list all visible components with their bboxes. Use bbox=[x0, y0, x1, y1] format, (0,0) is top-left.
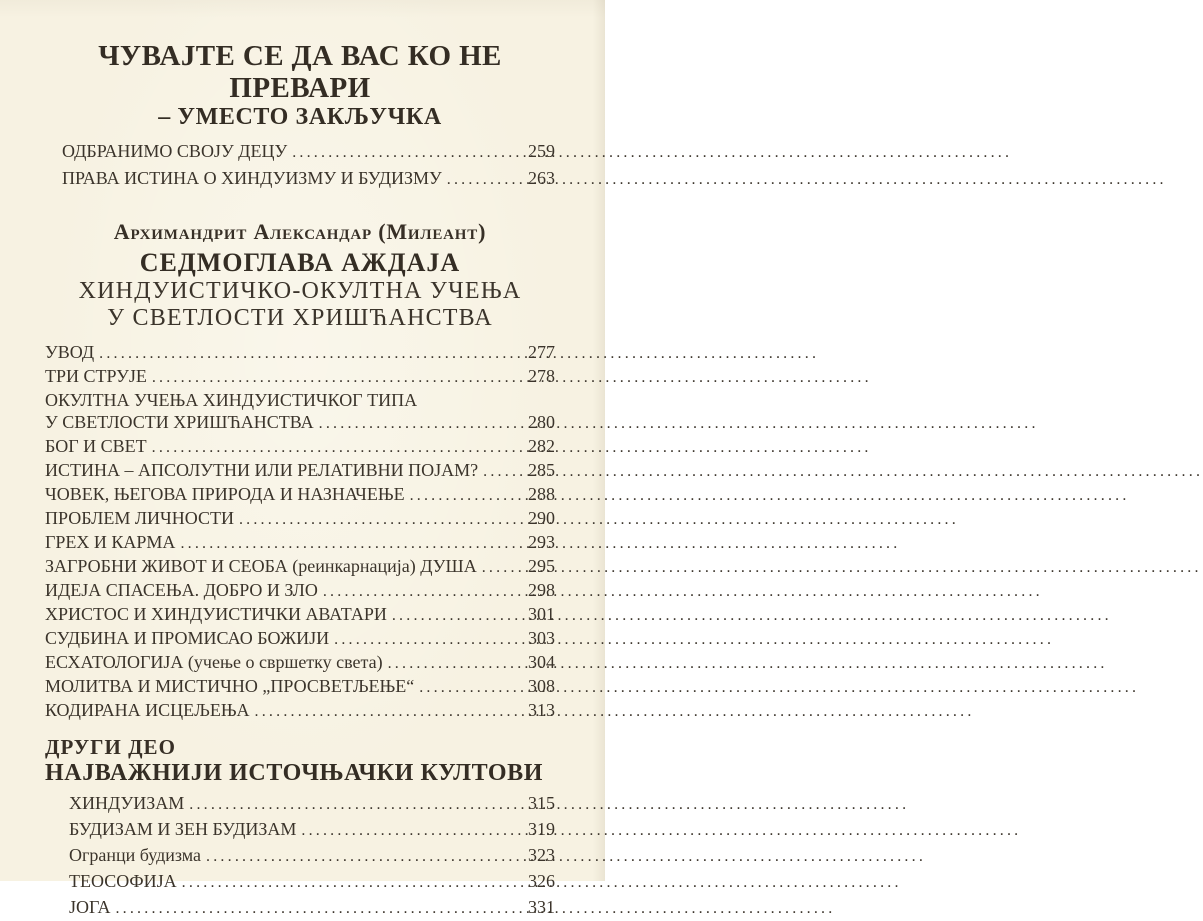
toc-entry bbox=[69, 791, 555, 817]
toc-entry bbox=[62, 139, 555, 166]
dot-leader bbox=[319, 413, 525, 435]
toc-entry bbox=[69, 869, 555, 895]
toc-entry-title: ИСТИНА – АПСОЛУТНИ ИЛИ РЕЛАТИВНИ ПОЈАМ? bbox=[45, 460, 479, 480]
toc-entry-page-number: 308 bbox=[528, 676, 555, 696]
toc-entry-page-number: 290 bbox=[528, 508, 555, 528]
dot-leader bbox=[447, 168, 525, 193]
toc-entry-title: ХРИСТОС И ХИНДУИСТИЧКИ АВАТАРИ bbox=[45, 604, 387, 624]
section-seven-headed-dragon bbox=[45, 219, 555, 723]
toc-entry-page-number: 298 bbox=[528, 580, 555, 600]
section-conclusion bbox=[45, 40, 555, 192]
toc-entry-page-number: 288 bbox=[528, 484, 555, 504]
dot-leader bbox=[301, 818, 525, 843]
toc-entry-page-number: 280 bbox=[528, 412, 555, 432]
toc-entry bbox=[45, 483, 555, 507]
dot-leader bbox=[206, 844, 525, 869]
dot-leader bbox=[189, 792, 525, 817]
section-part-two bbox=[45, 735, 555, 921]
toc-entry-title: ТЕОСОФИЈА bbox=[69, 871, 177, 891]
toc-entry-title: УВОД bbox=[45, 342, 95, 362]
toc-entry-page-number: 323 bbox=[528, 845, 555, 865]
toc-entry-title: ГРЕХ И КАРМА bbox=[45, 532, 176, 552]
dot-leader bbox=[483, 461, 525, 483]
toc-entry bbox=[45, 579, 555, 603]
toc-entry bbox=[45, 411, 555, 435]
toc-entry-title: У СВЕТЛОСТИ ХРИШЋАНСТВА bbox=[45, 412, 314, 432]
toc-entry bbox=[45, 651, 555, 675]
toc-entry bbox=[45, 699, 555, 723]
toc-entry-page-number: 313 bbox=[528, 700, 555, 720]
toc-entry-title: ЧОВЕК, ЊЕГОВА ПРИРОДА И НАЗНАЧЕЊЕ bbox=[45, 484, 405, 504]
toc-entry bbox=[45, 365, 555, 389]
toc-list-main bbox=[45, 341, 555, 723]
toc-entry-page-number: 326 bbox=[528, 871, 555, 891]
book-subtitle-line2: У СВЕТЛОСТИ ХРИШЋАНСТВА bbox=[107, 305, 493, 331]
toc-entry-page-number: 315 bbox=[528, 793, 555, 813]
toc-entry-page-number: 263 bbox=[528, 167, 555, 188]
toc-entry-title: ЕСХАТОЛОГИЈА (учење о свршетку света) bbox=[45, 652, 383, 672]
toc-entry bbox=[45, 435, 555, 459]
toc-list-eastern-cults bbox=[45, 791, 555, 921]
toc-entry bbox=[45, 603, 555, 627]
dot-leader bbox=[255, 701, 525, 723]
toc-entry-title: БОГ И СВЕТ bbox=[45, 436, 147, 456]
dot-leader bbox=[388, 653, 525, 675]
toc-entry-page-number: 285 bbox=[528, 460, 555, 480]
toc-content bbox=[45, 40, 555, 921]
toc-entry-title: ЈОГА bbox=[69, 897, 111, 917]
toc-entry bbox=[45, 627, 555, 651]
toc-entry-title: МОЛИТВА И МИСТИЧНО „ПРОСВЕТЉЕЊЕ“ bbox=[45, 676, 415, 696]
toc-entry-page-number: 278 bbox=[528, 366, 555, 386]
toc-entry-page-number: 301 bbox=[528, 604, 555, 624]
toc-entry-title: Огранци будизма bbox=[69, 845, 202, 865]
toc-entry-title: ЗАГРОБНИ ЖИВОТ И СЕОБА (реинкарнација) ДУША bbox=[45, 556, 477, 576]
dot-leader bbox=[419, 677, 525, 699]
toc-entry bbox=[69, 895, 555, 921]
toc-entry-title: ТРИ СТРУЈЕ bbox=[45, 366, 147, 386]
toc-entry-page-number: 282 bbox=[528, 436, 555, 456]
author-name: Архимандрит Александар (Милеант) bbox=[113, 219, 487, 244]
toc-entry bbox=[69, 843, 555, 869]
toc-entry-page-number: 293 bbox=[528, 532, 555, 552]
dot-leader bbox=[482, 557, 525, 579]
toc-entry bbox=[45, 555, 555, 579]
part-title: НАЈВАЖНИЈИ ИСТОЧЊАЧКИ КУЛТОВИ bbox=[45, 760, 544, 786]
dot-leader bbox=[180, 533, 525, 555]
toc-entry-title: ОДБРАНИМО СВОЈУ ДЕЦУ bbox=[62, 141, 288, 161]
dot-leader bbox=[323, 581, 525, 603]
toc-entry bbox=[45, 389, 555, 411]
toc-entry-title: ПРОБЛЕМ ЛИЧНОСТИ bbox=[45, 508, 234, 528]
toc-entry-page-number: 331 bbox=[528, 897, 555, 917]
part-label: ДРУГИ ДЕО bbox=[45, 735, 176, 759]
toc-entry-title: ИДЕЈА СПАСЕЊА. ДОБРО И ЗЛО bbox=[45, 580, 318, 600]
dot-leader bbox=[292, 141, 525, 166]
toc-entry bbox=[45, 675, 555, 699]
toc-entry-page-number: 277 bbox=[528, 342, 555, 362]
chapter-title: ЧУВАЈТЕ СЕ ДА ВАС КО НЕ ПРЕВАРИ bbox=[98, 40, 502, 104]
toc-entry-page-number: 295 bbox=[528, 556, 555, 576]
book-title: СЕДМОГЛАВА АЖДАЈА bbox=[139, 248, 461, 277]
toc-entry-page-number: 319 bbox=[528, 819, 555, 839]
dot-leader bbox=[115, 896, 525, 921]
toc-entry bbox=[45, 459, 555, 483]
dot-leader bbox=[334, 629, 525, 651]
book-subtitle-line1: ХИНДУИСТИЧКО-ОКУЛТНА УЧЕЊА bbox=[78, 278, 522, 304]
toc-entry-page-number: 303 bbox=[528, 628, 555, 648]
toc-entry bbox=[69, 817, 555, 843]
dot-leader bbox=[152, 437, 525, 459]
toc-entry-page-number: 259 bbox=[528, 141, 555, 161]
dot-leader bbox=[392, 605, 525, 627]
toc-entry bbox=[62, 166, 555, 193]
toc-entry-title: ХИНДУИЗАМ bbox=[69, 793, 185, 813]
toc-entry-title: СУДБИНА И ПРОМИСАО БОЖИЈИ bbox=[45, 628, 330, 648]
toc-entry bbox=[45, 531, 555, 555]
toc-entry-title: КОДИРАНА ИСЦЕЉЕЊА bbox=[45, 700, 250, 720]
toc-entry bbox=[45, 507, 555, 531]
toc-entry-title: ОКУЛТНА УЧЕЊА ХИНДУИСТИЧКОГ ТИПА bbox=[45, 390, 418, 410]
dot-leader bbox=[99, 343, 525, 365]
toc-entry bbox=[45, 341, 555, 365]
toc-list-conclusion bbox=[45, 139, 555, 192]
dot-leader bbox=[182, 870, 525, 895]
toc-entry-title: БУДИЗАМ И ЗЕН БУДИЗАМ bbox=[69, 819, 297, 839]
dot-leader bbox=[239, 509, 525, 531]
chapter-subtitle: – УМЕСТО ЗАКЉУЧКА bbox=[158, 104, 442, 130]
toc-entry-title: ПРАВА ИСТИНА О ХИНДУИЗМУ И БУДИЗМУ bbox=[62, 167, 442, 188]
dot-leader bbox=[152, 367, 525, 389]
toc-entry-page-number: 304 bbox=[528, 652, 555, 672]
dot-leader bbox=[410, 485, 525, 507]
